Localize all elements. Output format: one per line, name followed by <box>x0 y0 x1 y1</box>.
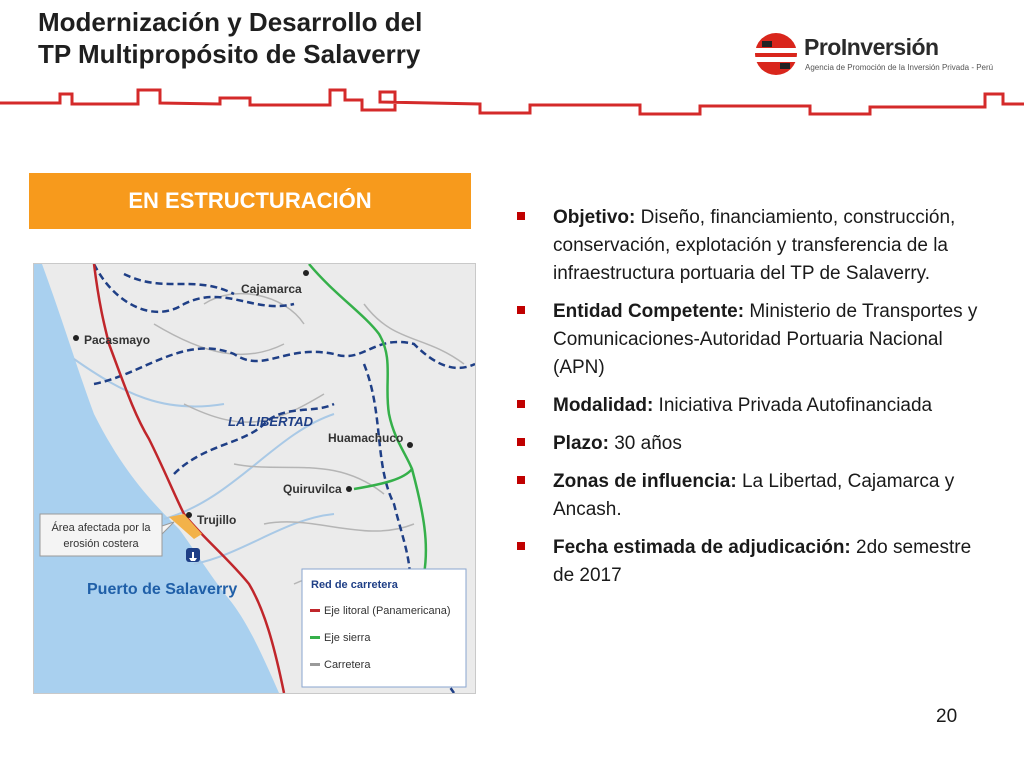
bullet-label: Objetivo: <box>553 207 636 228</box>
legend-swatch-sierra <box>310 636 320 639</box>
city-dot-pacasmayo <box>73 335 79 341</box>
label-trujillo: Trujillo <box>197 513 237 527</box>
city-dot-cajamarca <box>303 270 309 276</box>
proinversion-logo <box>752 30 994 78</box>
bullet-label: Plazo: <box>553 433 609 454</box>
label-cajamarca: Cajamarca <box>241 282 302 296</box>
label-pacasmayo: Pacasmayo <box>84 333 151 347</box>
bullet-square-icon <box>517 542 525 550</box>
label-puerto-salaverry: Puerto de Salaverry <box>87 581 238 598</box>
bullet-label: Zonas de influencia: <box>553 471 737 492</box>
legend-swatch-litoral <box>310 609 320 612</box>
title-line-1: Modernización y Desarrollo del <box>38 7 423 37</box>
port-icon <box>186 548 200 562</box>
erosion-callout <box>40 514 174 556</box>
page-number: 20 <box>936 706 958 727</box>
callout-line-2: erosión costera <box>63 538 139 550</box>
title-line-2: TP Multipropósito de Salaverry <box>38 39 421 69</box>
region-map <box>33 263 476 694</box>
legend-item-litoral: Eje litoral (Panamericana) <box>324 605 451 617</box>
label-huamachuco: Huamachuco <box>328 431 404 445</box>
bullet-label: Fecha estimada de adjudicación: <box>553 537 851 558</box>
legend-swatch-carretera <box>310 663 320 666</box>
bullet-square-icon <box>517 212 525 220</box>
page-title <box>38 6 422 70</box>
logo-name: ProInversión <box>804 34 939 60</box>
legend-title: Red de carretera <box>311 579 398 591</box>
bullet-square-icon <box>517 400 525 408</box>
proinversion-emblem-icon <box>752 30 800 78</box>
legend-item-sierra: Eje sierra <box>324 632 371 644</box>
status-banner: EN ESTRUCTURACIÓN <box>29 173 471 229</box>
header-decorative-line <box>0 80 1024 130</box>
list-item <box>516 392 996 420</box>
bullet-square-icon <box>517 438 525 446</box>
project-details-list <box>516 204 996 600</box>
list-item <box>516 430 996 458</box>
bullet-label: Entidad Competente: <box>553 301 745 322</box>
map-legend <box>302 569 466 687</box>
bullet-square-icon <box>517 476 525 484</box>
callout-line-1: Área afectada por la <box>51 522 151 534</box>
label-la-libertad: LA LIBERTAD <box>228 414 313 429</box>
logo-tagline: Agencia de Promoción de la Inversión Privada - Perú <box>805 63 994 72</box>
bullet-text: 30 años <box>608 433 682 454</box>
legend-item-carretera: Carretera <box>324 659 371 671</box>
city-dot-quiruvilca <box>346 486 352 492</box>
list-item <box>516 298 996 382</box>
city-dot-huamachuco <box>407 442 413 448</box>
bullet-text: Iniciativa Privada Autofinanciada <box>653 395 933 416</box>
label-quiruvilca: Quiruvilca <box>283 482 342 496</box>
city-dot-trujillo <box>186 512 192 518</box>
bullet-text: Ministerio de Transportes y Comunicaciones-Autoridad Portuaria Nacional (APN) <box>553 301 978 378</box>
bullet-label: Modalidad: <box>553 395 654 416</box>
bullet-text: 2do semestre de 2017 <box>553 537 972 586</box>
list-item <box>516 204 996 288</box>
list-item <box>516 534 996 590</box>
bullet-square-icon <box>517 306 525 314</box>
bullet-text: Diseño, financiamiento, construcción, conservación, explotación y transferencia de la infraestructura portuaria del TP de Salaverry. <box>553 207 956 284</box>
bullet-text: La Libertad, Cajamarca y Ancash. <box>553 471 955 520</box>
list-item <box>516 468 996 524</box>
